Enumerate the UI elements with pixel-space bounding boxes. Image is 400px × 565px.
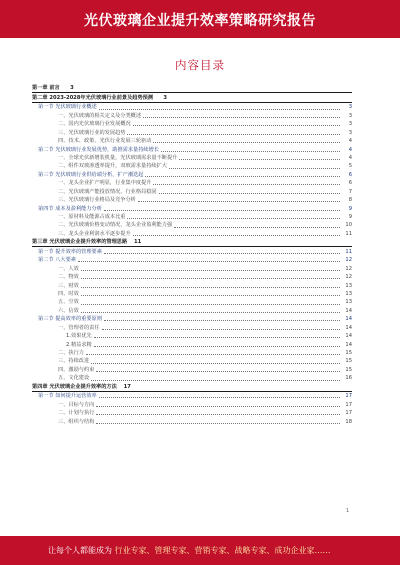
toc-entry[interactable] bbox=[32, 162, 352, 170]
toc-entry[interactable] bbox=[32, 417, 352, 425]
toc-entry-page: 3 bbox=[70, 85, 74, 92]
toc-leader-dots bbox=[81, 287, 340, 288]
toc-entry-label: 一、管理者的责任 bbox=[58, 324, 100, 331]
toc-entry-page: 9 bbox=[348, 205, 352, 212]
toc-leader-dots bbox=[81, 278, 340, 279]
toc-entry-label: 三、财效 bbox=[58, 282, 79, 289]
toc-entry[interactable] bbox=[32, 315, 352, 323]
toc-entry[interactable] bbox=[32, 137, 352, 145]
toc-entry-label: 六、信效 bbox=[58, 307, 79, 314]
toc-entry-label: 三、持续改进 bbox=[58, 358, 90, 365]
toc-leader-dots bbox=[143, 117, 340, 118]
toc-entry-page: 13 bbox=[345, 282, 352, 289]
toc-entry-page: 11 bbox=[345, 248, 352, 255]
toc-entry[interactable] bbox=[32, 323, 352, 331]
toc-entry-label: 第一节 提升效率的管理要素 bbox=[38, 248, 102, 255]
toc-entry[interactable] bbox=[32, 213, 352, 221]
toc-entry-label: 四、技术、政策、光伏行业发展三轮驱动 bbox=[58, 138, 152, 145]
toc-heading: 内容目录 bbox=[175, 58, 225, 72]
toc-entry[interactable] bbox=[32, 170, 352, 178]
toc-entry-page: 3 bbox=[348, 104, 352, 111]
toc-entry-label: 第一节 光伏玻璃行业概述 bbox=[38, 104, 97, 111]
toc-entry-page: 18 bbox=[345, 418, 352, 425]
toc-entry-page: 12 bbox=[345, 257, 352, 264]
toc-entry[interactable] bbox=[32, 273, 352, 281]
toc-leader-dots bbox=[127, 218, 340, 219]
toc-entry[interactable] bbox=[32, 281, 352, 289]
toc-entry-page: 14 bbox=[345, 307, 352, 314]
toc-entry-page: 14 bbox=[345, 324, 352, 331]
toc-entry-page: 5 bbox=[348, 163, 352, 170]
toc-leader-dots bbox=[94, 337, 340, 338]
toc-leader-dots bbox=[161, 151, 340, 152]
toc-entry-label: 第二节 光伏玻璃行业发展优势，助推需求量持续增长 bbox=[38, 146, 159, 153]
toc-leader-dots bbox=[133, 125, 340, 126]
toc-entry-page: 13 bbox=[345, 290, 352, 297]
toc-entry-label: 三、组织与结构 bbox=[58, 418, 95, 425]
toc-leader-dots bbox=[127, 134, 340, 135]
toc-entry[interactable] bbox=[32, 357, 352, 365]
toc-entry-page: 15 bbox=[345, 350, 352, 356]
toc-leader-dots bbox=[102, 329, 340, 330]
toc-leader-dots bbox=[96, 414, 340, 415]
toc-entry-page: 15 bbox=[345, 366, 352, 373]
toc-leader-dots bbox=[96, 406, 340, 407]
toc-leader-dots bbox=[145, 176, 340, 177]
toc-entry-label: 第四章 光伏玻璃企业提升效率的方法 bbox=[32, 383, 117, 390]
toc-entry-label: 第四节 成本及盈利能力分析 bbox=[38, 205, 102, 212]
toc-leader-dots bbox=[104, 253, 340, 254]
toc-entry-label: 一、人效 bbox=[58, 265, 79, 272]
toc-entry[interactable] bbox=[32, 196, 352, 204]
toc-entry-label: 一、龙头企业扩产明显，行业集中度提升 bbox=[58, 180, 152, 187]
toc-leader-dots bbox=[159, 193, 340, 194]
toc-leader-dots bbox=[94, 346, 340, 347]
toc-leader-dots bbox=[81, 295, 340, 296]
toc-entry-page: 9 bbox=[348, 214, 352, 220]
toc-entry[interactable] bbox=[32, 204, 352, 212]
toc-leader-dots bbox=[174, 227, 340, 228]
toc-entry-label: 三、龙头企业利润水平逐步提升 bbox=[58, 230, 131, 237]
toc-entry[interactable] bbox=[32, 247, 352, 255]
footer-text: 让每个人都能成为 bbox=[48, 546, 112, 555]
toc-entry-label: 一、目标与方向 bbox=[58, 401, 95, 408]
toc-entry[interactable] bbox=[32, 374, 352, 382]
toc-entry-label: 四、激励与约束 bbox=[58, 366, 95, 373]
toc-entry-label: 第三章 光伏玻璃企业提升效率的管理思路 bbox=[32, 239, 128, 246]
toc-entry-page: 4 bbox=[348, 154, 352, 161]
toc-leader-dots bbox=[138, 201, 340, 202]
toc-leader-dots bbox=[133, 235, 340, 236]
toc-entry[interactable] bbox=[32, 229, 352, 237]
footer-highlight: 行业专家、管理专家、营销专家、战略专家、成功企业家…… bbox=[114, 546, 331, 555]
toc-entry[interactable] bbox=[32, 154, 352, 162]
toc-entry-page: 16 bbox=[345, 375, 352, 382]
footer-banner bbox=[0, 536, 400, 565]
toc-leader-dots bbox=[78, 261, 340, 262]
toc-entry-page: 6 bbox=[348, 180, 352, 187]
toc-entry-page: 3 bbox=[163, 94, 168, 101]
toc-entry[interactable] bbox=[32, 392, 352, 400]
toc-entry-page: 14 bbox=[345, 333, 352, 340]
toc-entry-label: 2.精益求精 bbox=[66, 341, 92, 348]
toc-entry-page: 3 bbox=[348, 129, 352, 136]
toc-leader-dots bbox=[99, 397, 340, 398]
toc-entry[interactable] bbox=[32, 409, 352, 417]
toc-entry-label: 五、文化建设 bbox=[58, 375, 90, 382]
toc-entry-label: 第一节 如何提升运营效率 bbox=[38, 393, 97, 400]
toc-entry-page: 12 bbox=[345, 265, 352, 272]
toc-entry[interactable] bbox=[32, 145, 352, 153]
toc-entry-page: 10 bbox=[345, 222, 352, 229]
toc-entry[interactable] bbox=[32, 400, 352, 408]
page-number: 1 bbox=[346, 508, 350, 514]
toc-entry-page: 4 bbox=[348, 138, 352, 145]
toc-entry[interactable] bbox=[32, 332, 352, 340]
toc-entry-page: 6 bbox=[348, 171, 352, 178]
toc-leader-dots bbox=[96, 423, 340, 424]
toc-entry[interactable] bbox=[32, 290, 352, 298]
toc-entry-page: 17 bbox=[345, 410, 352, 417]
toc-entry-page: 7 bbox=[348, 188, 352, 195]
toc-entry-label: 第二节 八大要素 bbox=[38, 257, 76, 264]
toc-entry-page: 14 bbox=[345, 316, 352, 323]
toc-entry[interactable] bbox=[32, 340, 352, 348]
table-of-contents bbox=[32, 84, 352, 426]
toc-entry-page: 12 bbox=[345, 274, 352, 281]
toc-entry-page: 11 bbox=[133, 239, 142, 246]
toc-entry-label: 第一章 前言 bbox=[32, 85, 60, 92]
toc-entry[interactable] bbox=[32, 365, 352, 373]
toc-entry-label: 1.效果优先 bbox=[66, 333, 92, 340]
toc-entry[interactable] bbox=[32, 382, 352, 391]
toc-leader-dots bbox=[169, 168, 340, 169]
toc-entry-label: 四、时效 bbox=[58, 290, 79, 297]
toc-entry-label: 二、组件双玻渗透率提升，双玻需求量持续扩大 bbox=[58, 163, 167, 170]
toc-entry-label: 二、计划与执行 bbox=[58, 410, 95, 417]
toc-entry-label: 三、光伏玻璃行业格局及竞争分析 bbox=[58, 197, 136, 204]
toc-entry[interactable] bbox=[32, 179, 352, 187]
toc-leader-dots bbox=[153, 184, 340, 185]
toc-entry-page: 11 bbox=[345, 230, 352, 237]
footer-slogan bbox=[48, 545, 331, 556]
toc-entry-page: 15 bbox=[345, 358, 352, 365]
toc-entry-label: 二、国内光伏玻璃行业发展概况 bbox=[58, 121, 131, 128]
toc-entry-page: 17 bbox=[123, 383, 131, 390]
toc-entry-page: 3 bbox=[348, 121, 352, 128]
toc-entry[interactable] bbox=[32, 93, 352, 102]
toc-entry[interactable] bbox=[32, 298, 352, 306]
toc-entry-page: 17 bbox=[345, 393, 352, 400]
toc-entry-page: 13 bbox=[345, 299, 352, 306]
report-header bbox=[0, 0, 400, 38]
toc-entry-page: 4 bbox=[348, 146, 352, 153]
toc-leader-dots bbox=[81, 304, 340, 305]
toc-entry-label: 二、光伏玻璃价格变动情况，龙头企业盈利能力强 bbox=[58, 222, 173, 229]
toc-entry-label: 第三节 光伏玻璃行业供给端分析，扩产潮迭起 bbox=[38, 171, 144, 178]
toc-leader-dots bbox=[104, 210, 340, 211]
toc-leader-dots bbox=[91, 363, 340, 364]
toc-entry-label: 第二章 2023-2028年光伏玻璃行业前景及趋势预测 bbox=[32, 94, 154, 101]
toc-entry-label: 一、原材料及能源占成本比重 bbox=[58, 214, 126, 220]
toc-entry[interactable] bbox=[32, 238, 352, 247]
toc-entry[interactable] bbox=[32, 128, 352, 136]
toc-entry-page: 8 bbox=[348, 197, 352, 204]
toc-entry[interactable] bbox=[32, 84, 352, 93]
toc-leader-dots bbox=[81, 270, 340, 271]
toc-leader-dots bbox=[96, 371, 340, 372]
toc-leader-dots bbox=[91, 380, 340, 381]
toc-entry-label: 二、光伏玻璃产能投放情况，行业格局稳固 bbox=[58, 188, 157, 195]
toc-entry[interactable] bbox=[32, 187, 352, 195]
toc-entry-label: 二、物效 bbox=[58, 274, 79, 281]
toc-entry-label: 第三节 提高效率的重要原则 bbox=[38, 316, 102, 323]
toc-leader-dots bbox=[81, 312, 340, 313]
toc-entry-label: 三、光伏玻璃行业的发展趋势 bbox=[58, 129, 126, 136]
toc-leader-dots bbox=[86, 354, 340, 355]
toc-entry-page: 14 bbox=[345, 341, 352, 348]
toc-entry[interactable] bbox=[32, 264, 352, 272]
report-title: 光伏玻璃企业提升效率策略研究报告 bbox=[84, 13, 316, 29]
toc-entry[interactable] bbox=[32, 256, 352, 264]
toc-entry[interactable] bbox=[32, 111, 352, 119]
toc-entry-label: 二、执行力 bbox=[58, 350, 84, 356]
toc-entry-label: 五、空效 bbox=[58, 299, 79, 306]
toc-leader-dots bbox=[153, 142, 340, 143]
toc-leader-dots bbox=[179, 159, 340, 160]
toc-leader-dots bbox=[99, 109, 340, 110]
toc-entry-page: 3 bbox=[348, 112, 352, 119]
toc-entry[interactable] bbox=[32, 103, 352, 111]
toc-entry[interactable] bbox=[32, 221, 352, 229]
toc-entry[interactable] bbox=[32, 306, 352, 314]
toc-leader-dots bbox=[104, 320, 340, 321]
toc-entry-page: 17 bbox=[345, 401, 352, 408]
toc-entry-label: 一、全球光伏新增装机量，光伏玻璃需求量不断提升 bbox=[58, 154, 178, 161]
toc-entry-label: 一、光伏玻璃的相关定义及分类概述 bbox=[58, 112, 142, 119]
toc-entry[interactable] bbox=[32, 120, 352, 128]
toc-entry[interactable] bbox=[32, 349, 352, 357]
